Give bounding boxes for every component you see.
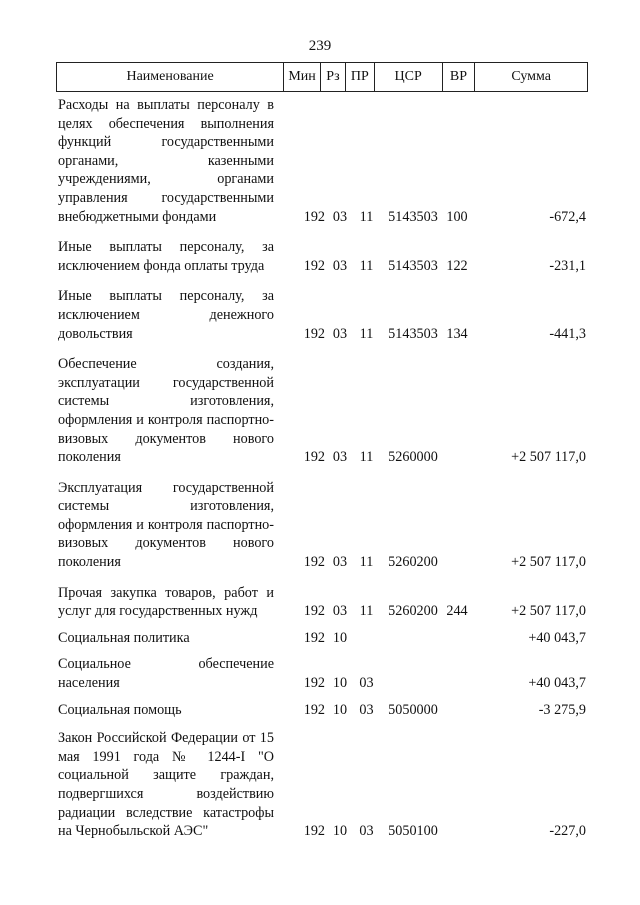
header-sum: Сумма <box>474 63 587 91</box>
cell-min: 192 <box>303 823 325 840</box>
cell-sum: -227,0 <box>549 823 586 840</box>
cell-csr: 5143503 <box>388 257 438 274</box>
table-row <box>56 629 588 648</box>
cell-min: 192 <box>303 257 325 274</box>
cell-csr: 5143503 <box>388 208 438 225</box>
cell-pr: 11 <box>359 257 374 274</box>
cell-min: 192 <box>303 629 325 646</box>
cell-min: 192 <box>303 675 325 692</box>
cell-pr: 03 <box>359 701 374 718</box>
cell-min: 192 <box>303 208 325 225</box>
cell-pr: 11 <box>359 208 374 225</box>
table-row <box>56 287 588 343</box>
cell-pr: 11 <box>359 554 374 571</box>
cell-csr: 5050000 <box>388 701 438 718</box>
table-row <box>56 655 588 692</box>
table-row <box>56 96 588 226</box>
cell-vr: 122 <box>446 257 468 274</box>
cell-name: Социальная политика <box>58 629 190 646</box>
table-row <box>56 479 588 572</box>
table-row <box>56 701 588 720</box>
cell-name: Иные выплаты персоналу, за исключением фонда оплаты труда <box>58 239 274 274</box>
page-number: 239 <box>308 38 332 54</box>
table-header <box>56 62 588 92</box>
header-csr: ЦСР <box>374 63 442 91</box>
cell-rz: 03 <box>332 554 348 571</box>
cell-rz: 10 <box>332 675 348 692</box>
cell-min: 192 <box>303 449 325 466</box>
cell-sum: +2 507 117,0 <box>511 554 586 571</box>
cell-name: Расходы на выплаты персоналу в целях обеспечения выполнения функций государственными органами, казенными учреждениями, органами управления государственными внебюджетными фондами <box>58 97 274 225</box>
cell-min: 192 <box>303 603 325 620</box>
cell-pr: 11 <box>359 449 374 466</box>
cell-min: 192 <box>303 325 325 342</box>
cell-pr: 11 <box>359 603 374 620</box>
cell-name: Социальное обеспечение населения <box>58 656 274 692</box>
cell-min: 192 <box>303 554 325 571</box>
cell-rz: 10 <box>332 823 348 840</box>
cell-name: Иные выплаты персоналу, за исключением денежного довольствия <box>58 288 274 342</box>
cell-rz: 03 <box>332 257 348 274</box>
cell-rz: 03 <box>332 325 348 342</box>
cell-rz: 03 <box>332 208 348 225</box>
cell-csr: 5143503 <box>388 325 438 342</box>
cell-vr: 134 <box>446 325 468 342</box>
table-row <box>56 355 588 467</box>
cell-name: Обеспечение создания, эксплуатации государственной системы изготовления, оформления и контроля паспортно-визовых документов нового поколения <box>58 356 274 466</box>
cell-rz: 03 <box>332 449 348 466</box>
cell-pr: 11 <box>359 325 374 342</box>
cell-vr: 100 <box>446 208 468 225</box>
cell-rz: 03 <box>332 603 348 620</box>
cell-sum: -231,1 <box>549 257 586 274</box>
cell-sum: -3 275,9 <box>538 701 586 718</box>
cell-csr: 5260200 <box>388 603 438 620</box>
cell-sum: +40 043,7 <box>528 629 586 646</box>
cell-sum: -441,3 <box>549 325 586 342</box>
header-rz: Рз <box>320 63 345 91</box>
cell-sum: +2 507 117,0 <box>511 603 586 620</box>
cell-min: 192 <box>303 701 325 718</box>
cell-csr: 5260200 <box>388 554 438 571</box>
cell-name: Эксплуатация государственной системы изготовления, оформления и контроля паспортно-визовых документов нового поколения <box>58 479 274 571</box>
table-body <box>56 96 588 841</box>
header-min: Мин <box>283 63 320 91</box>
cell-vr: 244 <box>446 603 468 620</box>
cell-sum: +40 043,7 <box>528 675 586 692</box>
cell-pr: 03 <box>359 823 374 840</box>
cell-rz: 10 <box>332 701 348 718</box>
cell-rz: 10 <box>332 629 348 646</box>
cell-pr: 03 <box>359 675 374 692</box>
header-pr: ПР <box>345 63 374 91</box>
table-row <box>56 584 588 621</box>
cell-csr: 5050100 <box>388 823 438 840</box>
header-name: Наименование <box>126 69 214 84</box>
cell-sum: +2 507 117,0 <box>511 449 586 466</box>
header-vr: ВР <box>442 63 475 91</box>
table-row <box>56 729 588 841</box>
table-row <box>56 238 588 275</box>
cell-sum: -672,4 <box>549 208 586 225</box>
cell-name: Прочая закупка товаров, работ и услуг для государственных нужд <box>58 584 274 620</box>
cell-name: Социальная помощь <box>58 701 182 718</box>
cell-csr: 5260000 <box>388 449 438 466</box>
cell-name: Закон Российской Федерации от 15 мая 1991 года № 1244-I "О социальной защите граждан, подвергшихся воздействию радиации вследствие катастрофы на Чернобыльской АЭС" <box>58 730 274 840</box>
